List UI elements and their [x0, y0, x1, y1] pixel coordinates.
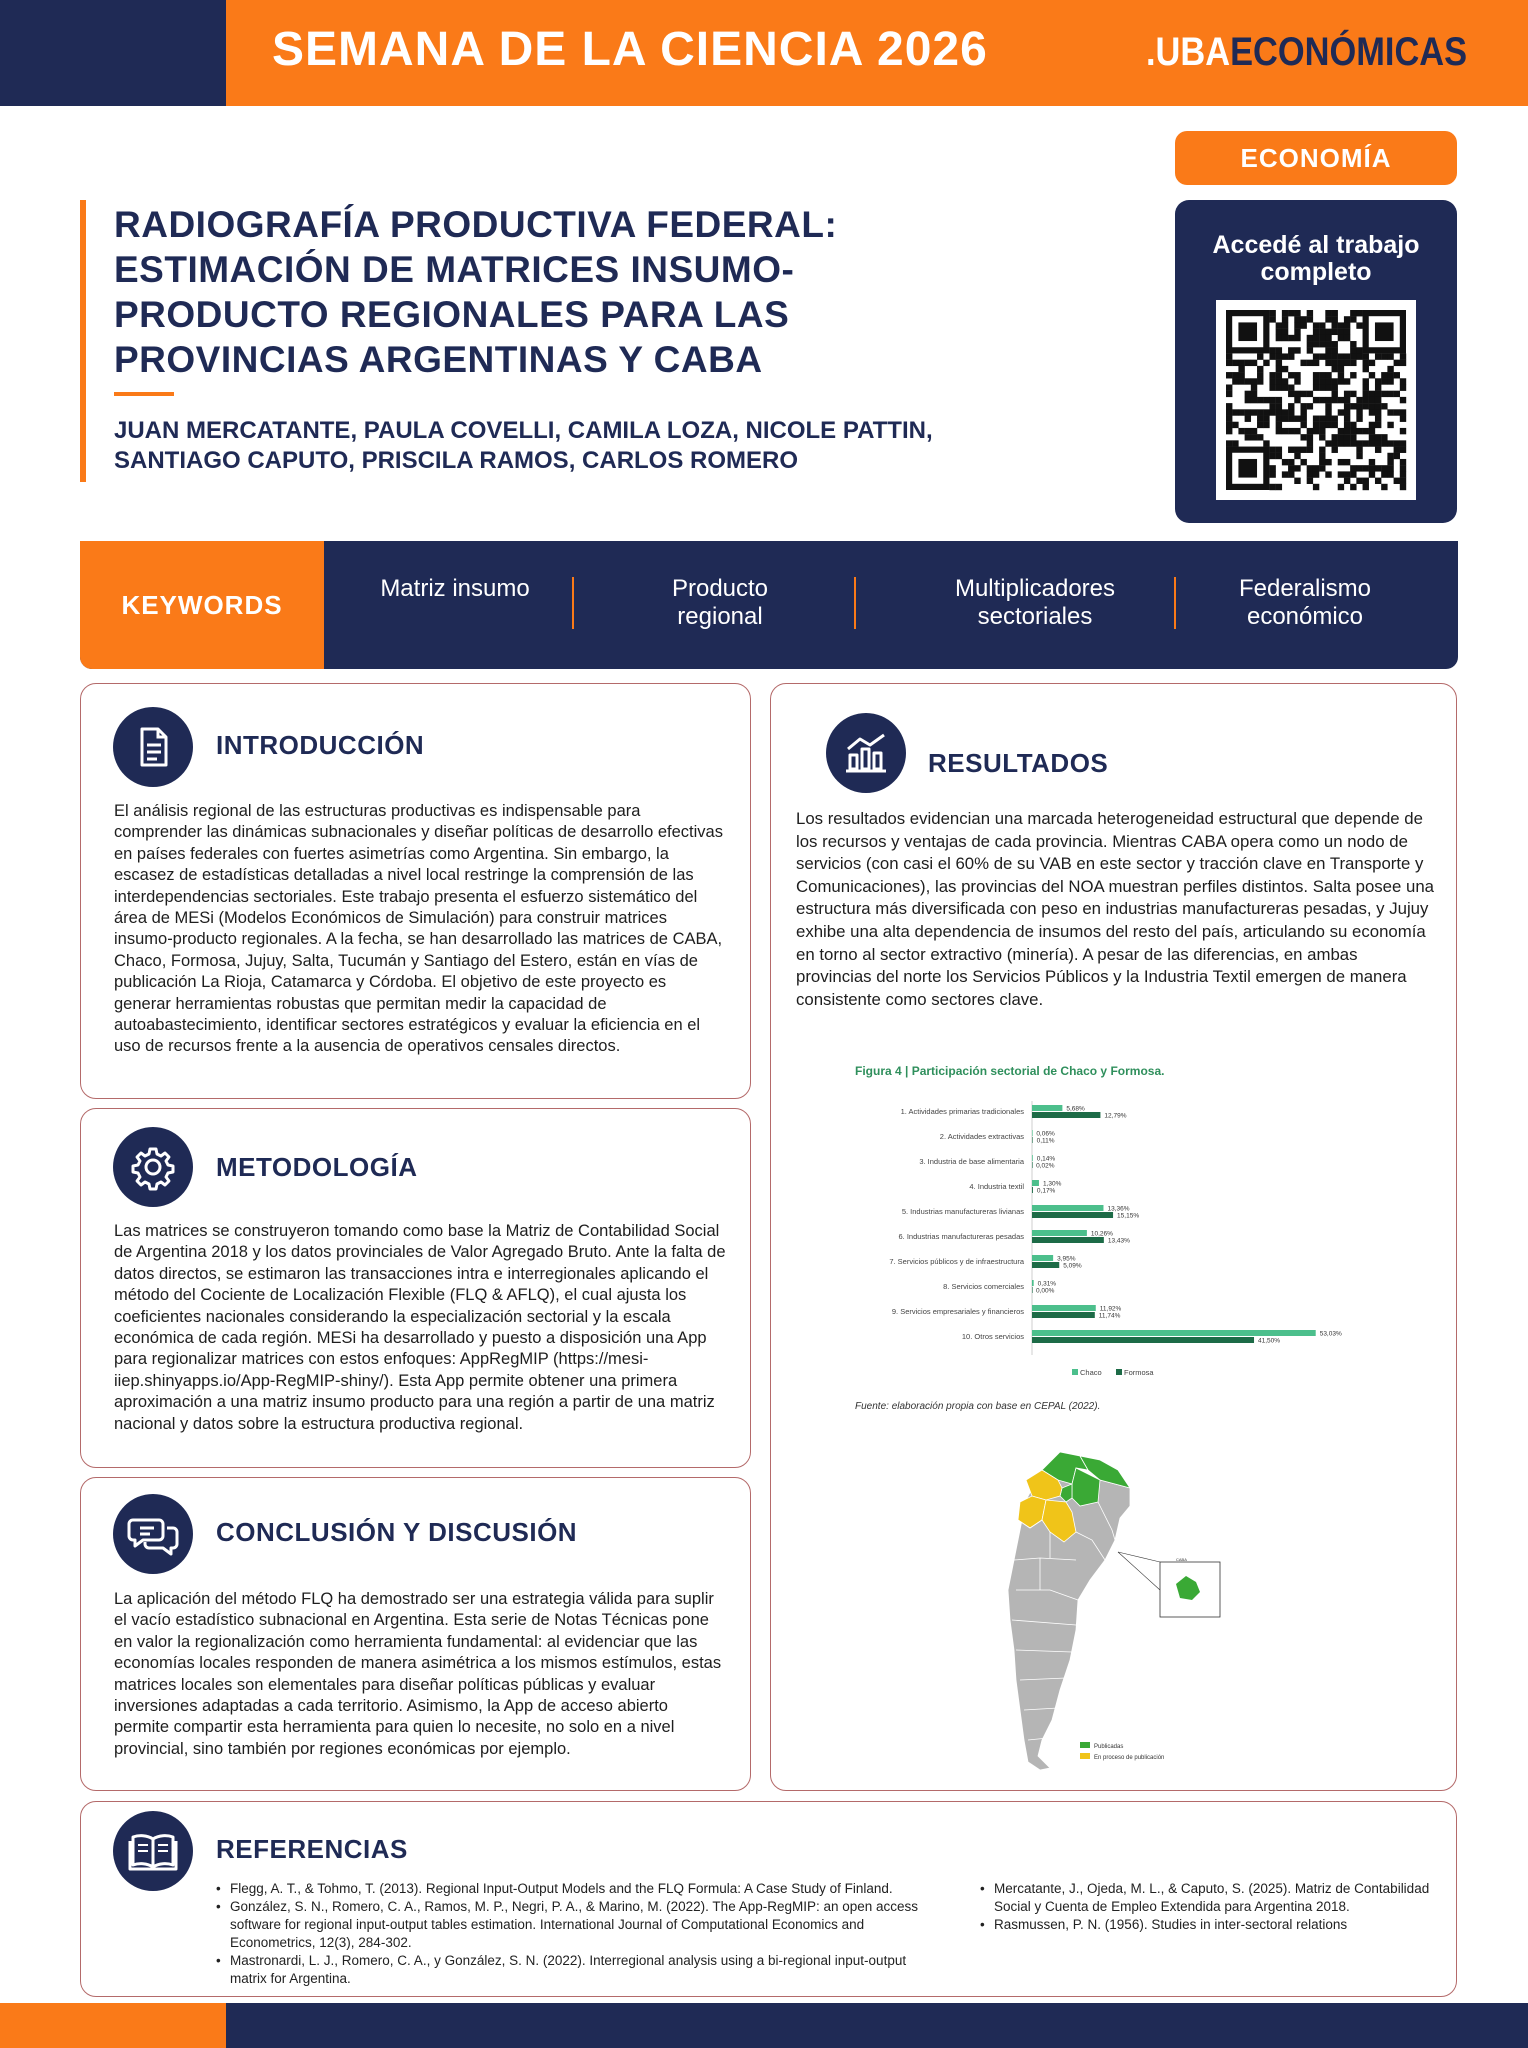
legend-label-published: Publicadas — [1094, 1744, 1124, 1750]
chart-bar-chaco — [1032, 1205, 1103, 1211]
qr-card[interactable] — [1175, 200, 1457, 523]
category-label: 3. Industria de base alimentaria — [919, 1157, 1024, 1166]
chart-bar-chaco — [1032, 1280, 1034, 1286]
chart-bar-chaco — [1032, 1330, 1316, 1336]
introduccion-heading: INTRODUCCIÓN — [216, 730, 425, 760]
data-label: 53,03% — [1319, 1330, 1342, 1338]
data-label: 0,00% — [1036, 1287, 1055, 1295]
qr-code-icon[interactable] — [1216, 300, 1416, 500]
legend-label: Formosa — [1124, 1368, 1154, 1377]
legend-swatch-in-process — [1080, 1753, 1090, 1759]
data-label: 0,11% — [1036, 1137, 1055, 1145]
poster-title: RADIOGRAFÍA PRODUCTIVA FEDERAL: ESTIMACIÓN DE MATRICES INSUMO-PRODUCTO REGIONALES PARA LAS PROVINCIAS ARGENTINAS Y CABA — [114, 204, 838, 380]
bar-chart-icon — [826, 713, 906, 793]
chart-bar-chaco — [1032, 1180, 1039, 1186]
book-icon — [113, 1811, 193, 1891]
references-right-list — [980, 1880, 1435, 1934]
qr-title: Accedé al trabajo completo — [1212, 231, 1420, 286]
gear-icon — [113, 1127, 193, 1207]
inset-leader-line — [1118, 1552, 1160, 1562]
category-label: 6. Industrias manufactureras pesadas — [898, 1232, 1024, 1241]
chart-bar-formosa — [1032, 1312, 1095, 1318]
brand-logo — [1146, 30, 1467, 75]
figure-source: Fuente: elaboración propia con base en CEPAL (2022). — [855, 1401, 1101, 1412]
keyword-separator — [854, 577, 856, 629]
category-label: 7. Servicios públicos y de infraestructura — [889, 1257, 1024, 1266]
chart-bar-formosa — [1032, 1287, 1033, 1293]
data-label: 13,36% — [1107, 1205, 1130, 1213]
data-label: 0,17% — [1036, 1187, 1056, 1195]
referencias-heading: REFERENCIAS — [216, 1834, 408, 1864]
chart-bar-formosa — [1032, 1237, 1104, 1243]
legend-label: Chaco — [1080, 1368, 1102, 1377]
data-label: 5,68% — [1066, 1105, 1085, 1113]
data-label: 13,43% — [1107, 1237, 1130, 1245]
brand-part-2: ECONÓMICAS — [1230, 30, 1468, 74]
category-label: 5. Industrias manufactureras livianas — [901, 1207, 1024, 1216]
data-label: 15,15% — [1117, 1212, 1140, 1220]
introduccion-text: El análisis regional de las estructuras productivas es indispensable para comprender las dinámicas subnacionales y diseñar políticas de desarrollo efectivas en países federales con fuertes asimetrías como Argentina. Sin embargo, la escasez de estadísticas detalladas a nivel local restringe la comprensión de las interdependencias sectoriales. Este trabajo presenta el esfuerzo sistemático del área de MESi (Modelos Económicos de Simulación) para construir matrices insumo-producto regionales. A la fecha, se han desarrollado las matrices de CABA, Chaco, Formosa, Jujuy, Salta, Tucumán y Santiago del Estero, están en vías de publicación La Rioja, Catamarca y Córdoba. El objetivo de este proyecto es generar herramientas robustas que permitan medir la capacidad de autoabastecimiento, identificar sectores estratégicos y evaluar la eficiencia en el uso de recursos frente a la ausencia de operativos censales directos. — [114, 802, 723, 1056]
data-label: 11,92% — [1099, 1305, 1122, 1313]
chart-bar-chaco — [1032, 1105, 1062, 1111]
chart-bar-formosa — [1032, 1212, 1113, 1218]
chart-bar-formosa — [1032, 1112, 1100, 1118]
legend-swatch-published — [1080, 1742, 1090, 1748]
data-label: 0,06% — [1036, 1130, 1055, 1138]
reference-item: • Flegg, A. T., & Tohmo, T. (2013). Regional Input-Output Models and the FLQ Formula: A Case Study of Finland. — [216, 1880, 946, 1898]
keyword-item: Matriz insumo — [380, 575, 530, 602]
chart-bar-formosa — [1032, 1187, 1033, 1193]
metodologia-text: Las matrices se construyeron tomando como base la Matriz de Contabilidad Social de Argentina 2018 y los datos provinciales de Valor Agregado Bruto. Ante la falta de datos directos, se estimaron las transacciones intra e interregionales aplicando el método del Cociente de Localización Flexible (FLQ & AFLQ), el cual ajusta los coeficientes nacionales considerando la especialización sectorial y la escala económica de cada región. MESi ha desarrollado y puesto a disposición una App para regionalizar matrices con estos enfoques: AppRegMIP (https://mesi-iiep.shinyapps.io/App-RegMIP-shiny/). Esta App permite obtener una primera aproximación a una matriz insumo producto para una región a partir de una matriz nacional y datos sobre la estructura productiva regional. — [114, 1222, 726, 1433]
data-label: 3,95% — [1057, 1255, 1076, 1263]
reference-item: • Rasmussen, P. N. (1956). Studies in inter-sectoral relations — [980, 1916, 1435, 1934]
category-label: 8. Servicios comerciales — [943, 1282, 1024, 1291]
header-band-navy — [0, 0, 226, 106]
footer-band-navy — [226, 2003, 1528, 2048]
resultados-heading: RESULTADOS — [928, 748, 1109, 778]
category-label: 10. Otros servicios — [961, 1332, 1024, 1341]
keywords-label: KEYWORDS — [80, 541, 324, 669]
chart-bar-formosa — [1032, 1262, 1059, 1268]
conclusion-text: La aplicación del método FLQ ha demostrado ser una estrategia válida para suplir el vacío estadístico subnacional en Argentina. Esta serie de Notas Técnicas pone en valor la regionalización como herramienta fundamental: al evidenciar que las economías locales responden de manera asimétrica a los mismos estímulos, estas matrices locales son elementales para diseñar políticas públicas y evaluar inversiones adaptadas a cada territorio. Asimismo, la App de acceso abierto permite compartir esta herramienta para quien lo necesite, no solo en a nivel provincial, sino también por regiones económicas por ejemplo. — [114, 1590, 722, 1758]
data-label: 41,50% — [1258, 1337, 1281, 1345]
reference-item: • Mercatante, J., Ojeda, M. L., & Caputo, S. (2025). Matriz de Contabilidad Social y Cuenta de Empleo Extendida para Argentina 2018. — [980, 1880, 1435, 1916]
event-title: SEMANA DE LA CIENCIA 2026 — [272, 23, 988, 76]
data-label: 11,74% — [1098, 1312, 1121, 1320]
data-label: 0,31% — [1037, 1280, 1057, 1288]
category-label: 2. Actividades extractivas — [939, 1132, 1024, 1141]
qr-finder-pattern — [1366, 313, 1403, 350]
legend-swatch — [1072, 1369, 1078, 1375]
argentina-map — [980, 1440, 1260, 1780]
figure-title: Figura 4 | Participación sectorial de Chaco y Formosa. — [855, 1064, 1165, 1078]
area-badge: ECONOMÍA — [1175, 131, 1457, 185]
legend-swatch — [1116, 1369, 1122, 1375]
chart-bar-chaco — [1032, 1255, 1053, 1261]
keyword-item: Multiplicadores sectoriales — [954, 575, 1116, 630]
category-label: 1. Actividades primarias tradicionales — [900, 1107, 1024, 1116]
chart-bar-formosa — [1032, 1337, 1254, 1343]
category-label: 4. Industria textil — [969, 1182, 1024, 1191]
title-accent-bar — [80, 200, 86, 482]
chat-bubbles-icon — [113, 1494, 193, 1574]
title-divider — [114, 392, 174, 396]
chart-bar-chaco — [1032, 1155, 1033, 1161]
authors: JUAN MERCATANTE, PAULA COVELLI, CAMILA LOZA, NICOLE PATTIN, SANTIAGO CAPUTO, PRISCILA RAMOS, CARLOS ROMERO — [114, 417, 933, 474]
data-label: 12,79% — [1104, 1112, 1127, 1120]
chart-bar-chaco — [1032, 1305, 1096, 1311]
document-icon — [113, 707, 193, 787]
keyword-item: Producto regional — [671, 575, 769, 630]
chart-bar-formosa — [1032, 1162, 1033, 1168]
brand-part-1: .UBA — [1146, 30, 1231, 74]
conclusion-heading: CONCLUSIÓN Y DISCUSIÓN — [216, 1517, 578, 1547]
inset-leader-line — [1118, 1552, 1160, 1590]
keyword-separator — [572, 577, 574, 629]
chart-bar-chaco — [1032, 1230, 1087, 1236]
reference-item: • González, S. N., Romero, C. A., Ramos, M. P., Negri, P. A., & Marino, M. (2022). The App-RegMIP: an open access software for regional input-output tables estimation. International Journal of Computational Economics and Econometrics, 12(3), 284-302. — [216, 1898, 946, 1952]
caba-inset-label: CABA — [1176, 1557, 1187, 1562]
keyword-separator — [1174, 577, 1176, 629]
footer-band-orange — [0, 2003, 226, 2048]
data-label: 10,26% — [1090, 1230, 1113, 1238]
sector-share-chart — [840, 1095, 1380, 1390]
chart-bar-formosa — [1032, 1137, 1033, 1143]
data-label: 0,14% — [1036, 1155, 1056, 1163]
data-label: 0,02% — [1036, 1162, 1055, 1170]
qr-finder-pattern — [1229, 450, 1266, 487]
legend-label-in-process: En proceso de publicación — [1094, 1755, 1165, 1761]
resultados-text: Los resultados evidencian una marcada heterogeneidad estructural que depende de los recursos y ventajas de cada provincia. Mientras CABA opera como un nodo de servicios (con casi el 60% de su VAB en este sector y tracción clave en Transporte y Comunicaciones), las provincias del NOA muestran perfiles distintos. Salta posee una estructura más diversificada con peso en industrias manufactureras pesadas, y Jujuy exhibe una alta dependencia de insumos del resto del país, articulando su economía en torno al sector extractivo (minería). A pesar de las diferencias, en ambas provincias del norte los Servicios Públicos y la Industria Textil emergen de manera consistente como sectores clave. — [796, 809, 1435, 1009]
keywords-strip — [80, 541, 1458, 669]
keyword-item: Federalismo económico — [1238, 575, 1372, 630]
chart-bar-chaco — [1032, 1130, 1033, 1136]
data-label: 1,30% — [1042, 1180, 1062, 1188]
data-label: 5,09% — [1063, 1262, 1082, 1270]
category-label: 9. Servicios empresariales y financieros — [891, 1307, 1024, 1316]
qr-finder-pattern — [1229, 313, 1266, 350]
references-left-list — [216, 1880, 946, 1988]
reference-item: • Mastronardi, L. J., Romero, C. A., y González, S. N. (2022). Interregional analysis using a bi-regional input-output matrix for Argentina. — [216, 1952, 946, 1988]
metodologia-heading: METODOLOGÍA — [216, 1152, 418, 1182]
